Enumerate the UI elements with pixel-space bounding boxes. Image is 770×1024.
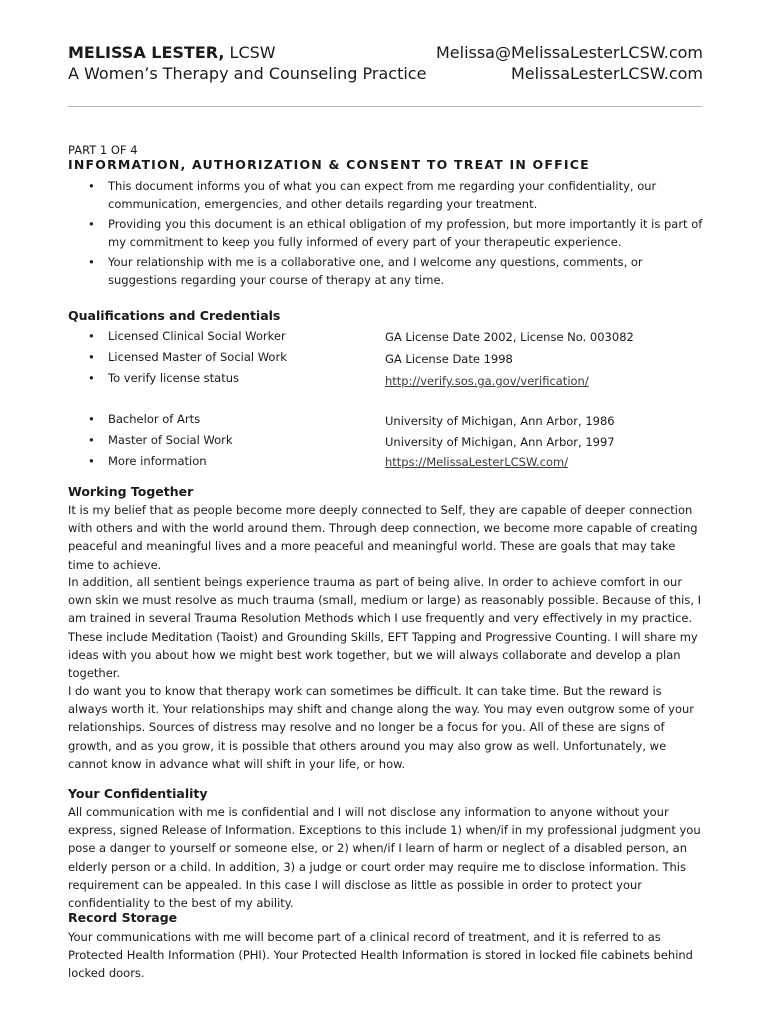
license-master-detail: GA License Date 1998 (385, 352, 513, 366)
credential-item: • Bachelor of Arts (68, 412, 200, 426)
credential-item: • To verify license status (68, 371, 239, 385)
ba-education-detail: University of Michigan, Ann Arbor, 1986 (385, 414, 615, 428)
credential-item: • Master of Social Work (68, 433, 233, 447)
part-title: INFORMATION, AUTHORIZATION & CONSENT TO TREAT IN OFFICE (68, 157, 590, 172)
confidentiality-paragraph: All communication with me is confidential and I will not disclose any information to anyone without your express, signed Release of Information. Exceptions to this include 1) when/if in my professional judgment you pose a danger to yourself or someone else, or 2) when/if I learn of harm or neglect of a disabled person, an elderly person or a child. In addition, 3) a judge or court order may require me to disclose information. This requirement can be appealed. In this case I will disclose as little as possible in order to protect your confidentiality to the best of my ability. (68, 805, 701, 911)
record-storage-paragraph: Your communications with me will become part of a clinical record of treatment, and it is referred to as Protected Health Information (PHI). Your Protected Health Information is stored in locked file cabinets behind locked doors. (68, 930, 693, 981)
intro-bullet-item: • Your relationship with me is a collaborative one, and I welcome any questions, comments, or suggestions regarding your course of therapy at any time. (68, 253, 708, 289)
credential-item: • More information (68, 454, 207, 468)
record-storage-heading: Record Storage (68, 910, 178, 925)
credential-item: • Licensed Clinical Social Worker (68, 329, 286, 343)
confidentiality-heading: Your Confidentiality (68, 786, 208, 801)
header-email[interactable]: Melissa@MelissaLesterLCSW.com (435, 43, 703, 62)
working-paragraph-2: In addition, all sentient beings experience trauma as part of being alive. In order to achieve comfort in our own skin we must resolve as much trauma (small, medium or large) as reasonably possible. Because of this, I am trained in several Trauma Resolution Methods which I use frequently and very effectively in my practice. These include Meditation (Taoist) and Grounding Skills, EFT Tapping and Progressive Counting. I will share my ideas with you about how we might best work together, but we will always collaborate and develop a plan together. (68, 575, 702, 681)
qualifications-heading: Qualifications and Credentials (68, 308, 281, 323)
website-link[interactable]: https://MelissaLesterLCSW.com/ (385, 455, 569, 469)
name-credential: LCSW (224, 43, 276, 62)
working-paragraph-3: I do want you to know that therapy work can sometimes be difficult. It can take time. But the reward is always worth it. Your relationships may shift and change along the way. You may even outgrow some of your relationships. Sources of distress may resolve and no longer be a focus for you. All of these are signs of growth, and as you grow, it is possible that others around you may also grow as well. Unfortunately, we cannot know in advance what will shift in your life, or how. (68, 684, 695, 771)
practitioner-name (68, 43, 276, 62)
credential-item: • Licensed Master of Social Work (68, 350, 287, 364)
part-label: PART 1 OF 4 (68, 143, 138, 157)
intro-bullet-list (68, 177, 708, 291)
msw-education-detail: University of Michigan, Ann Arbor, 1997 (385, 435, 615, 449)
intro-bullet-item: • Providing you this document is an ethical obligation of my profession, but more importantly it is part of my commitment to keep you fully informed of every part of your therapeutic experience. (68, 215, 708, 251)
practice-subtitle: A Women’s Therapy and Counseling Practice (68, 64, 427, 83)
intro-bullet-item: • This document informs you of what you can expect from me regarding your confidentiality, our communication, emergencies, and other details regarding your treatment. (68, 177, 708, 213)
header-website[interactable]: MelissaLesterLCSW.com (510, 64, 703, 83)
license-clinical-detail: GA License Date 2002, License No. 003082 (385, 330, 634, 344)
name-bold: MELISSA LESTER, (68, 43, 225, 62)
working-together-heading: Working Together (68, 484, 194, 499)
working-paragraph-1: It is my belief that as people become more deeply connected to Self, they are capable of deeper connection with others and with the world around them. Through deep connection, we become more capable of creating peaceful and meaningful lives and a more peaceful and meaningful world. These are goals that may take time to achieve. (68, 503, 698, 572)
verify-license-link[interactable]: http://verify.sos.ga.gov/verification/ (385, 374, 589, 388)
header-divider (68, 106, 702, 107)
